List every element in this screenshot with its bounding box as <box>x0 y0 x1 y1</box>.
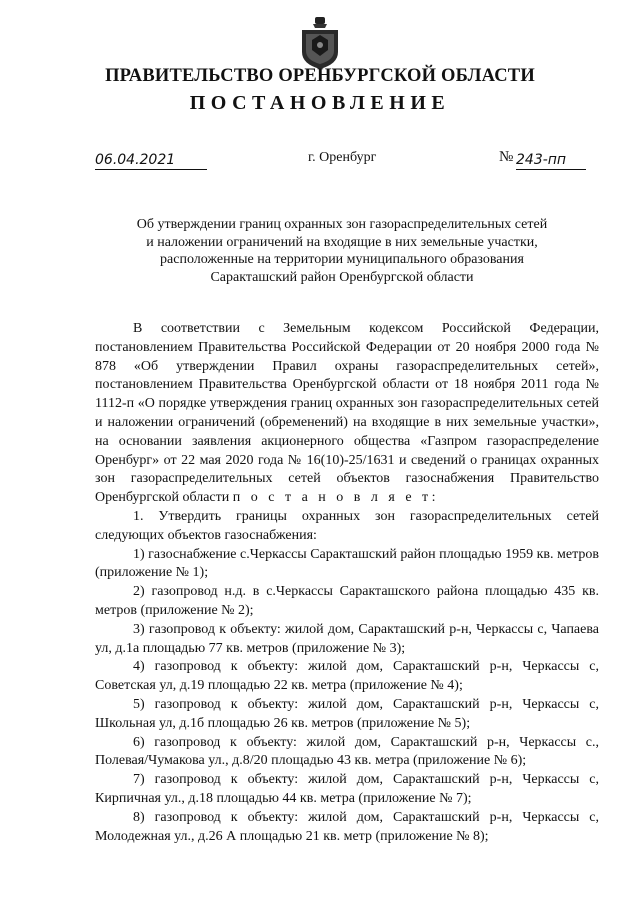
government-title: ПРАВИТЕЛЬСТВО ОРЕНБУРГСКОЙ ОБЛАСТИ <box>105 66 535 86</box>
clause-paragraph: 3) газопровод к объекту: жилой дом, Саракташский р-н, Черкассы с, Чапаева ул, д.1а площадью 77 кв. метров (приложение № 3); <box>95 621 599 656</box>
clause-paragraph: 6) газопровод к объекту: жилой дом, Саракташский р-н, Черкассы с., Полевая/Чумакова ул., д.8/20 площадью 43 кв. метра (приложение № 6); <box>95 734 599 769</box>
document-date: 06.04.2021 <box>95 152 207 170</box>
heading-line: расположенные на территории муниципального образования <box>160 252 524 267</box>
heading-line: и наложении ограничений на входящие в них земельные участки, <box>146 234 538 250</box>
resolves-text: п о с т а н о в л я е т: <box>232 490 440 506</box>
clause-paragraph: 7) газопровод к объекту: жилой дом, Саракташский р-н, Черкассы с, Кирпичная ул., д.18 площадью 44 кв. метра (приложение № 7); <box>95 772 599 806</box>
document-body <box>95 320 599 846</box>
document-number: 243-пп <box>516 152 586 170</box>
document-heading <box>95 216 589 286</box>
clause-paragraph: 8) газопровод к объекту: жилой дом, Саракташский р-н, Черкассы с, Молодежная ул., д.26 А площадью 21 кв. метр (приложение № 8); <box>95 809 599 844</box>
clause-paragraph: 4) газопровод к объекту: жилой дом, Саракташский р-н, Черкассы с, Советская ул, д.19 площадью 22 кв. метра (приложение № 4); <box>95 659 599 694</box>
coat-of-arms-icon <box>300 16 340 70</box>
preamble-paragraph <box>95 320 599 508</box>
heading-line: Саракташский район Оренбургской области <box>210 269 474 285</box>
clause-paragraph: 1) газоснабжение с.Черкассы Саракташский район площадью 1959 кв. метров (приложение № 1); <box>95 546 599 581</box>
document-city: г. Оренбург <box>308 150 377 165</box>
clause-paragraph: 5) газопровод к объекту: жилой дом, Саракташский р-н, Черкассы с, Школьная ул, д.1б площадью 26 кв. метров (приложение № 5); <box>95 696 599 731</box>
clause-paragraph: 1. Утвердить границы охранных зон газораспределительных сетей следующих объектов газоснабжения: <box>95 508 599 543</box>
document-type: ПОСТАНОВЛЕНИЕ <box>189 92 451 114</box>
document-number-label: № <box>499 149 514 165</box>
preamble-text: В соответствии с Земельным кодексом Российской Федерации, постановлением Правительства Российской Федерации от 20 ноября 2000 года № 878 «Об утверждении Правил охраны газораспределительных сетей», постановлением Правительства Оренбургской области от 18 ноября 2011 года № 1112-п «О порядке утверждения границ охранных зон газораспределительных сетей и наложении ограничений (обременений) на входящие в них земельные участки», на основании заявления акционерного общества «Газпром газораспределение Оренбург» от 22 мая 2020 года № 16(10)-25/1631 и сведений о границах охранных зон газораспределительных сетей объектов газоснабжения Правительство Оренбургской области <box>95 321 599 506</box>
heading-line: Об утверждении границ охранных зон газораспределительных сетей <box>136 217 548 232</box>
clause-paragraph: 2) газопровод н.д. в с.Черкассы Саракташского района площадью 435 кв. метров (приложение № 2); <box>95 584 599 618</box>
